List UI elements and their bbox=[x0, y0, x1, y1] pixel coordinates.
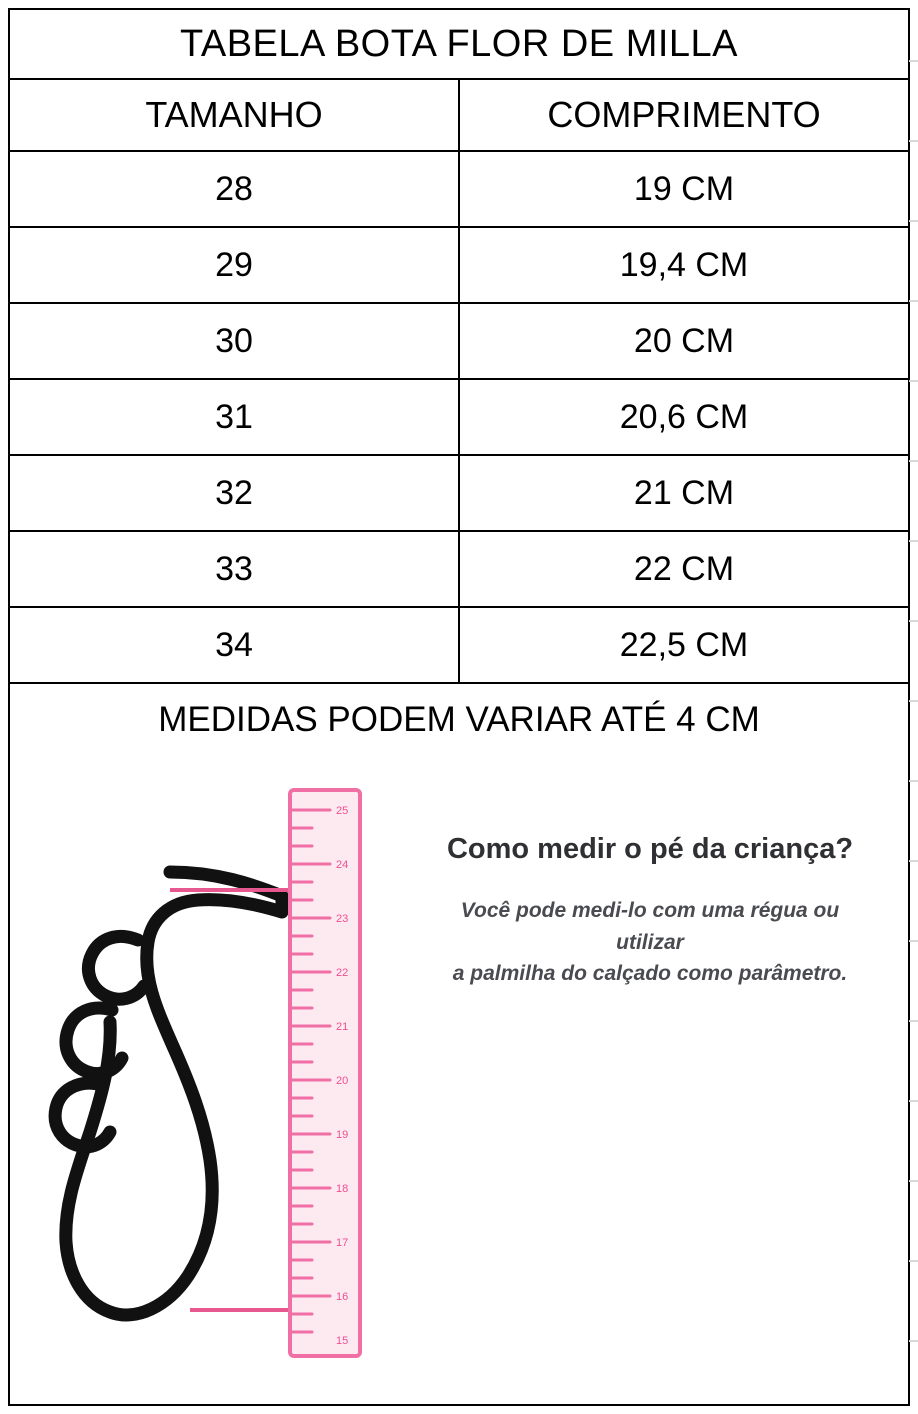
table-header-row bbox=[9, 79, 909, 151]
table-note-row bbox=[9, 683, 909, 757]
svg-text:16: 16 bbox=[336, 1291, 349, 1303]
column-header-size: TAMANHO bbox=[9, 79, 459, 151]
svg-text:20: 20 bbox=[336, 1075, 349, 1087]
how-to-measure-heading bbox=[410, 830, 890, 869]
cell-length: 20 CM bbox=[459, 303, 909, 379]
svg-text:15: 15 bbox=[336, 1335, 349, 1347]
heading-line-1: Como medir o pé da bbox=[446, 833, 726, 865]
heading-line-2: criança? bbox=[733, 833, 854, 865]
cell-size: 34 bbox=[9, 607, 459, 683]
table-row bbox=[9, 303, 909, 379]
table-row bbox=[9, 227, 909, 303]
cell-size: 33 bbox=[9, 531, 459, 607]
table-row bbox=[9, 151, 909, 227]
svg-text:17: 17 bbox=[336, 1237, 349, 1249]
body-line-2: utilizar bbox=[616, 930, 684, 954]
table-row bbox=[9, 607, 909, 683]
svg-text:24: 24 bbox=[336, 859, 349, 871]
cell-size: 31 bbox=[9, 379, 459, 455]
cell-length: 22 CM bbox=[459, 531, 909, 607]
cell-length: 20,6 CM bbox=[459, 379, 909, 455]
how-to-measure-panel bbox=[8, 752, 910, 1406]
column-header-length: COMPRIMENTO bbox=[459, 79, 909, 151]
table-title-row bbox=[9, 9, 909, 79]
cell-size: 28 bbox=[9, 151, 459, 227]
svg-text:19: 19 bbox=[336, 1129, 349, 1141]
cell-length: 22,5 CM bbox=[459, 607, 909, 683]
cell-size: 29 bbox=[9, 227, 459, 303]
pink-ruler-icon bbox=[278, 788, 374, 1358]
table-row bbox=[9, 379, 909, 455]
table-title: TABELA BOTA FLOR DE MILLA bbox=[9, 9, 909, 79]
cell-size: 30 bbox=[9, 303, 459, 379]
svg-text:25: 25 bbox=[336, 805, 349, 817]
svg-text:21: 21 bbox=[336, 1021, 349, 1033]
body-line-3: a palmilha do calçado como parâmetro. bbox=[452, 962, 848, 986]
body-line-1: Você pode medi-lo com uma régua ou bbox=[460, 899, 840, 923]
svg-text:18: 18 bbox=[336, 1183, 349, 1195]
svg-text:23: 23 bbox=[336, 913, 349, 925]
cell-length: 19 CM bbox=[459, 151, 909, 227]
how-to-measure-text bbox=[410, 830, 890, 990]
cell-size: 32 bbox=[9, 455, 459, 531]
how-to-measure-body bbox=[410, 895, 890, 990]
size-table bbox=[8, 8, 910, 758]
measurement-variation-note: MEDIDAS PODEM VARIAR ATÉ 4 CM bbox=[9, 683, 909, 757]
table-row bbox=[9, 455, 909, 531]
table-row bbox=[9, 531, 909, 607]
scan-edge-marks bbox=[908, 0, 918, 1414]
cell-length: 21 CM bbox=[459, 455, 909, 531]
svg-text:22: 22 bbox=[336, 967, 349, 979]
cell-length: 19,4 CM bbox=[459, 227, 909, 303]
